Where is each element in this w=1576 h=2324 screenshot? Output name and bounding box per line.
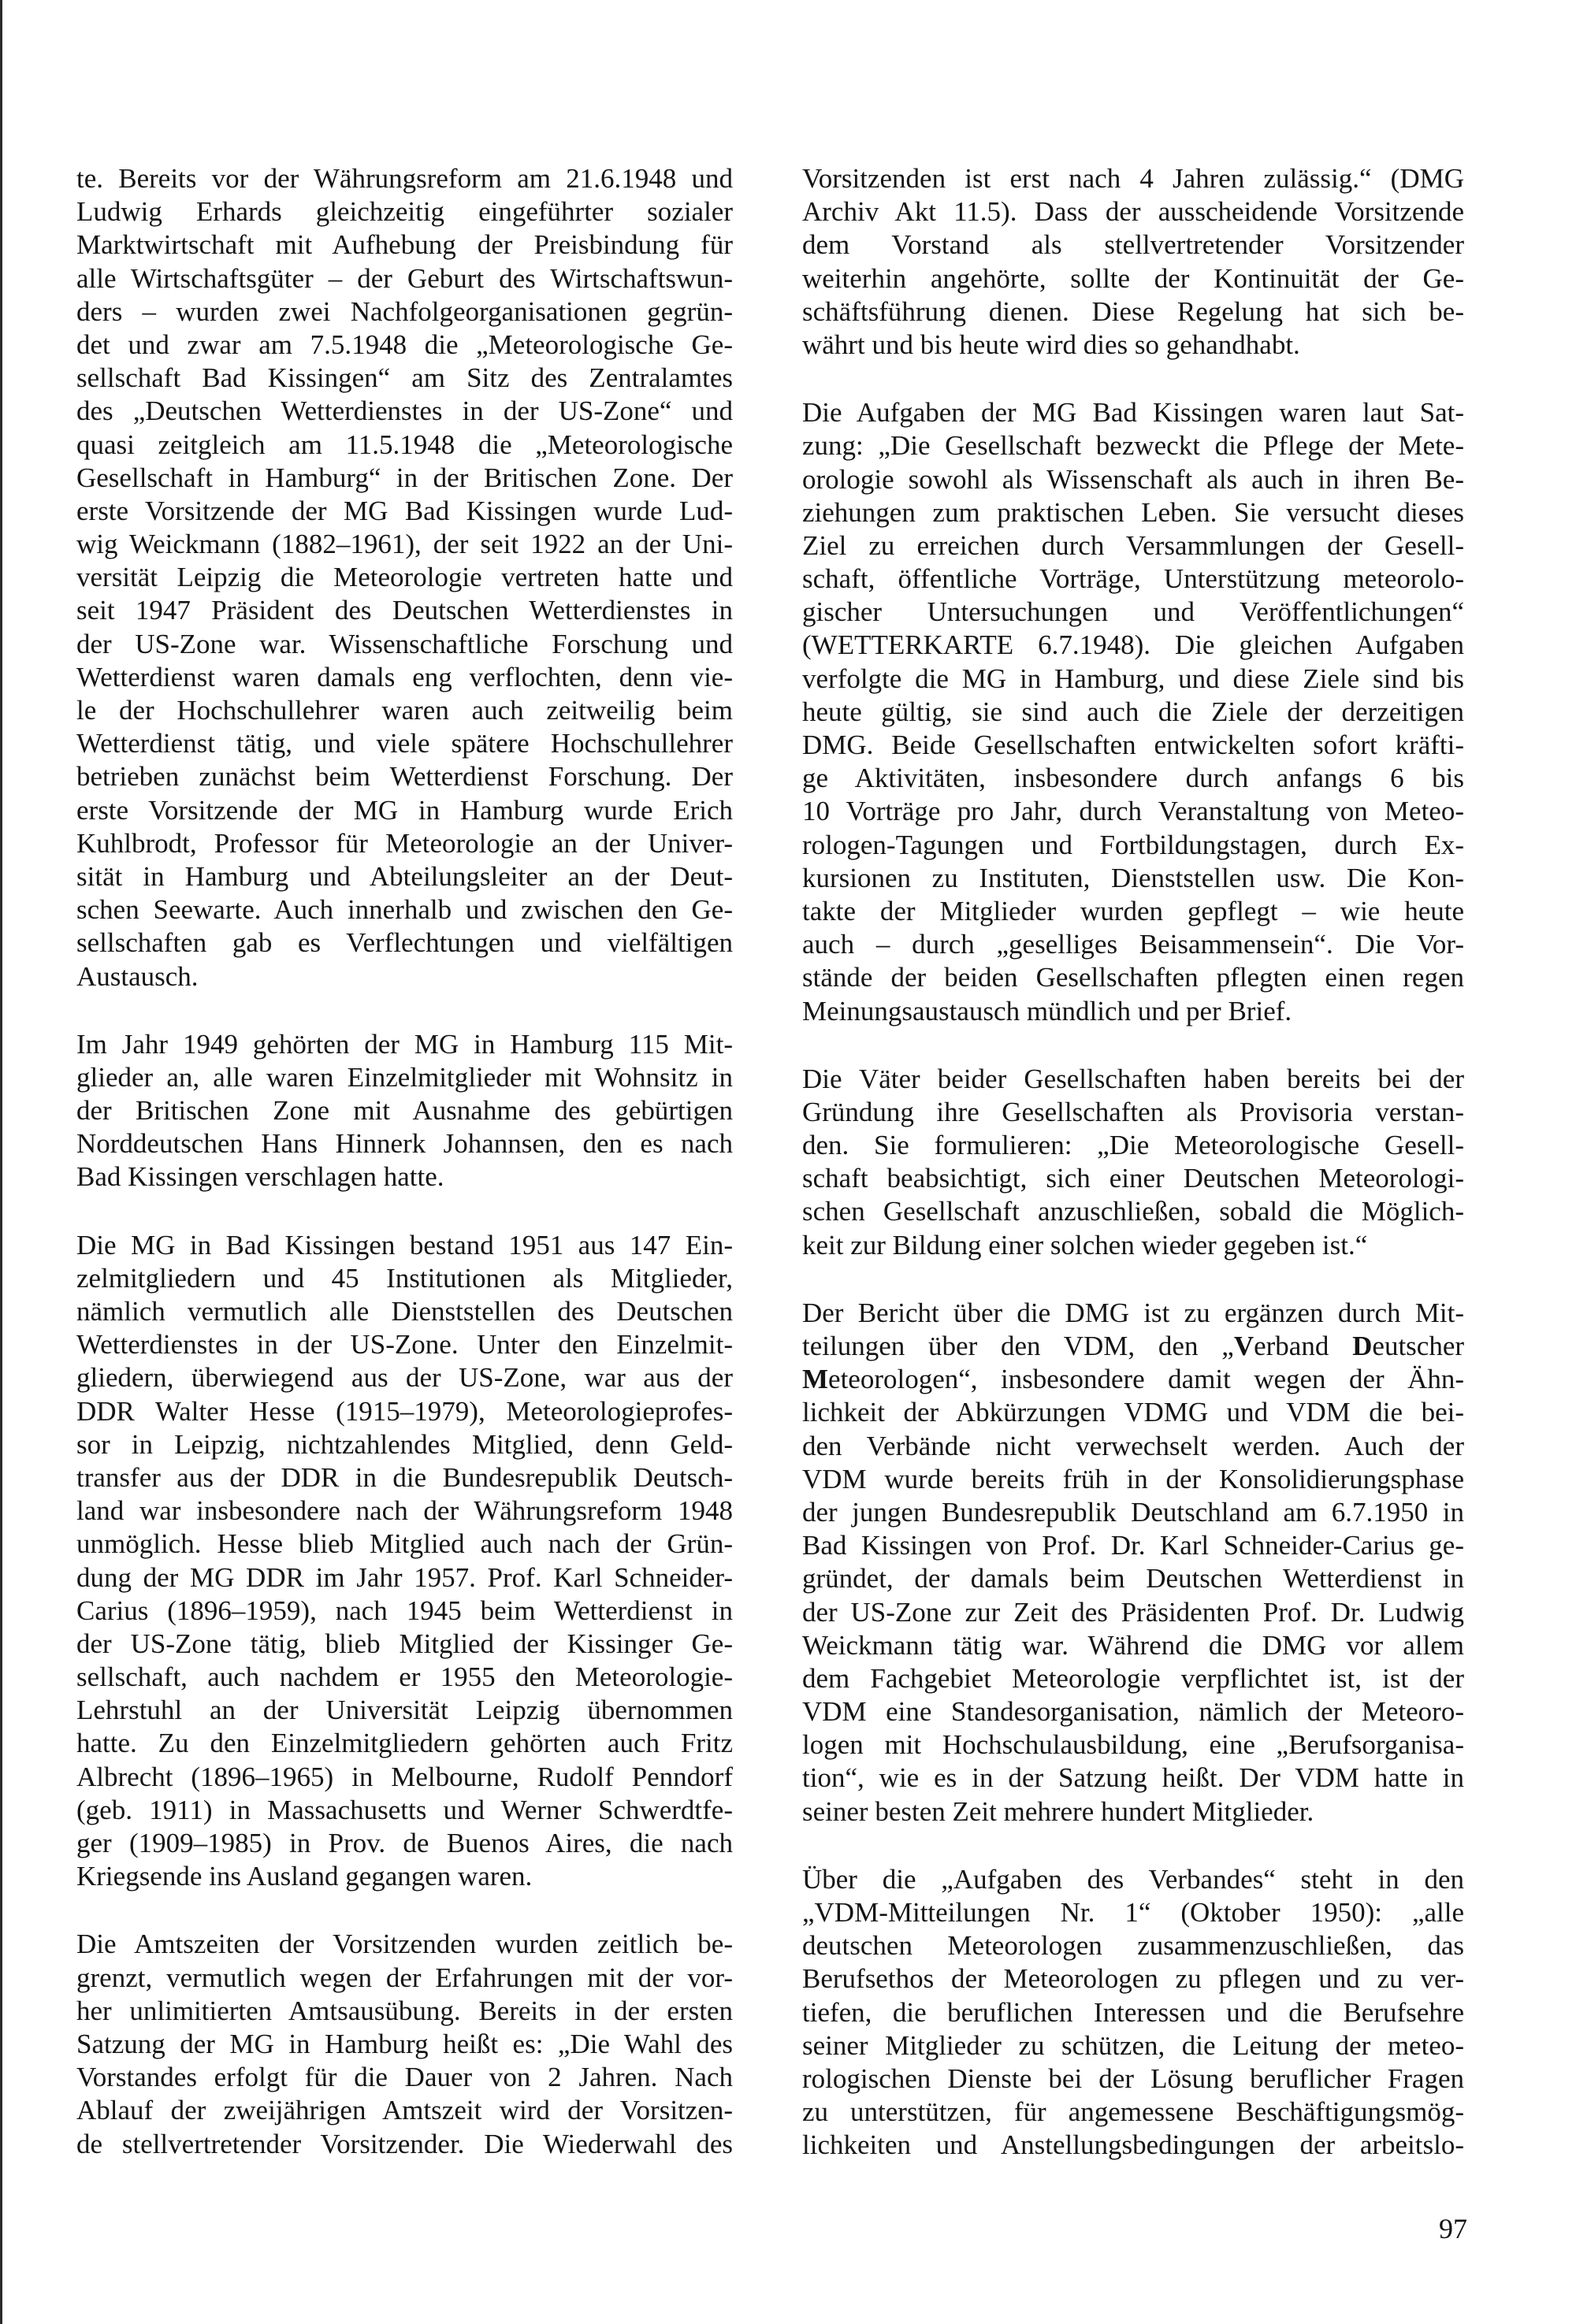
paragraph-term-limits — [76, 1928, 733, 2160]
text-line: schäftsführung dienen. Diese Regelung hat sich be- — [802, 295, 1464, 327]
text-line: der US-Zone zur Zeit des Präsidenten Prof. Dr. Ludwig — [802, 1596, 1464, 1628]
text-line: sellschaften gab es Verflechtungen und vielfältigen — [76, 927, 733, 959]
text-line: Vorstandes erfolgt für die Dauer von 2 Jahren. Nach — [76, 2062, 733, 2093]
text-line: quasi zeitgleich am 11.5.1948 die „Meteorologische — [76, 429, 733, 460]
text-line: gliedern, überwiegend aus der US-Zone, war aus der — [76, 1362, 733, 1394]
text-line: weiterhin angehörte, sollte der Kontinuität der Ge- — [802, 262, 1464, 294]
text-line: dung der MG DDR im Jahr 1957. Prof. Karl Schneider- — [76, 1561, 733, 1593]
text-line: rologischen Dienste bei der Lösung beruflicher Fragen — [802, 2062, 1464, 2094]
text-line: de stellvertretender Vorsitzender. Die Wiederwahl des — [76, 2128, 733, 2159]
text-line: Archiv Akt 11.5). Dass der ausscheidende Vorsitzende — [802, 196, 1464, 228]
text-line: deutschen Meteorologen zusammenzuschließen, das — [802, 1930, 1464, 1962]
text-line: den. Sie formulieren: „Die Meteorologische Gesell- — [802, 1130, 1464, 1161]
text-line: Austausch. — [76, 960, 199, 992]
text-line: sor in Leipzig, nichtzahlendes Mitglied, denn Geld- — [76, 1428, 733, 1460]
text-line: Im Jahr 1949 gehörten der MG in Hamburg 115 Mit- — [76, 1028, 733, 1060]
text-line: glieder an, alle waren Einzelmitglieder mit Wohnsitz in — [76, 1061, 733, 1093]
text-line: det und zwar am 7.5.1948 die „Meteorologische Ge- — [76, 329, 733, 360]
text-line: der US-Zone war. Wissenschaftliche Forschung und — [76, 628, 733, 659]
text-line: zelmitgliedern und 45 Institutionen als Mitglieder, — [76, 1262, 733, 1294]
text-line: Ludwig Erhards gleichzeitig eingeführter sozialer — [76, 196, 733, 228]
text-line: Die MG in Bad Kissingen bestand 1951 aus 147 Ein- — [76, 1229, 733, 1260]
text-line: unmöglich. Hesse blieb Mitglied auch nach der Grün- — [76, 1528, 733, 1560]
right-column — [802, 162, 1464, 2197]
text-line: erste Vorsitzende der MG Bad Kissingen wurde Lud- — [76, 495, 733, 526]
text-line: ger (1909–1985) in Prov. de Buenos Aires, die nach — [76, 1828, 733, 1858]
text-line: Carius (1896–1959), nach 1945 beim Wetterdienst in — [76, 1595, 733, 1626]
text-line: DDR Walter Hesse (1915–1979), Meteorologieprofes- — [76, 1395, 733, 1427]
text-line: takte der Mitglieder wurden gepflegt – wie heute — [802, 895, 1464, 926]
text-line: Weickmann tätig war. Während die DMG vor allem — [802, 1629, 1464, 1661]
text-line: Kriegsende ins Ausland gegangen waren. — [76, 1861, 533, 1892]
text-line: schaft beabsichtigt, sich einer Deutschen Meteorologi- — [802, 1163, 1464, 1194]
text-line: VDM eine Standesorganisation, nämlich der Meteoro- — [802, 1696, 1464, 1728]
text-line: Die Amtszeiten der Vorsitzenden wurden zeitlich be- — [76, 1929, 733, 1960]
text-line: keit zur Bildung einer solchen wieder gegeben ist.“ — [802, 1229, 1368, 1260]
text-line: te. Bereits vor der Währungsreform am 21.6.1948 und — [76, 163, 733, 194]
text-line: verfolgte die MG in Hamburg, und diese Ziele sind bis — [802, 663, 1464, 694]
text-line: der Britischen Zone mit Ausnahme des gebürtigen — [76, 1095, 733, 1127]
text-line: schen Gesellschaft anzuschließen, sobald die Möglich- — [802, 1196, 1464, 1227]
text-line: tiefen, die beruflichen Interessen und die Berufsehre — [802, 1996, 1464, 2028]
text-line: dem Fachgebiet Meteorologie verpflichtet ist, ist der — [802, 1662, 1464, 1694]
scan-edge-border — [0, 0, 2, 2324]
text-line: Bad Kissingen von Prof. Dr. Karl Schneider-Carius ge- — [802, 1530, 1464, 1561]
text-line: dem Vorstand als stellvertretender Vorsitzender — [802, 229, 1464, 261]
text-line: versität Leipzig die Meteorologie vertreten hatte und — [76, 562, 733, 593]
text-line: der jungen Bundesrepublik Deutschland am 6.7.1950 in — [802, 1496, 1464, 1528]
text-line: ders – wurden zwei Nachfolgeorganisationen gegrün- — [76, 295, 733, 327]
text-line: betrieben zunächst beim Wetterdienst Forschung. Der — [76, 761, 733, 793]
paragraph-hamburg-members-1949 — [76, 1028, 733, 1194]
text-line: ge Aktivitäten, insbesondere durch anfangs 6 bis — [802, 763, 1464, 794]
text-line: land war insbesondere nach der Währungsreform 1948 — [76, 1495, 733, 1527]
text-line: stände der beiden Gesellschaften pflegten einen regen — [802, 962, 1464, 993]
text-line: zu unterstützen, für angemessene Beschäftigungsmög- — [802, 2096, 1464, 2128]
text-line: DMG. Beide Gesellschaften entwickelten sofort kräfti- — [802, 729, 1464, 760]
text-line: teilungen über den VDM, den „Verband Deutscher — [802, 1331, 1465, 1361]
text-line: tion“, wie es in der Satzung heißt. Der VDM hatte in — [802, 1762, 1464, 1794]
text-line: grenzt, vermutlich wegen der Erfahrungen mit der vor- — [76, 1962, 733, 1993]
text-line: Gesellschaft in Hamburg“ in der Britischen Zone. Der — [76, 462, 733, 493]
paragraph-vdm-report — [802, 1297, 1464, 1828]
text-line: den Verbände nicht verwechselt werden. Auch der — [802, 1430, 1464, 1461]
text-line: Wetterdienstes in der US-Zone. Unter den Einzelmit- — [76, 1329, 733, 1361]
text-line: Über die „Aufgaben des Verbandes“ steht in den — [802, 1863, 1464, 1895]
text-line: Bad Kissingen verschlagen hatte. — [76, 1161, 444, 1193]
text-line: Berufsethos der Meteorologen zu pflegen und zu ver- — [802, 1963, 1464, 1995]
text-line: nämlich vermutlich alle Dienststellen des Deutschen — [76, 1296, 733, 1327]
text-line: (WETTERKARTE 6.7.1948). Die gleichen Aufgaben — [802, 629, 1464, 661]
text-line: Meinungsaustausch mündlich und per Brief. — [802, 995, 1292, 1026]
text-line: seiner besten Zeit mehrere hundert Mitglieder. — [802, 1795, 1314, 1827]
text-line: Marktwirtschaft mit Aufhebung der Preisbindung für — [76, 229, 733, 261]
paragraph-vdm-tasks — [802, 1863, 1464, 2163]
paragraph-bad-kissingen-members-1951 — [76, 1229, 733, 1894]
text-line: erste Vorsitzende der MG in Hamburg wurde Erich — [76, 794, 733, 826]
text-line: Wetterdienst waren damals eng verflochten, denn vie- — [76, 661, 733, 692]
text-line: logen mit Hochschulausbildung, eine „Berufsorganisa- — [802, 1729, 1464, 1761]
text-line: Ablauf der zweijährigen Amtszeit wird der Vorsitzen- — [76, 2095, 733, 2126]
text-line: auch – durch „geselliges Beisammensein“. Die Vor- — [802, 929, 1464, 960]
text-line: „VDM-Mitteilungen Nr. 1“ (Oktober 1950): „alle — [802, 1897, 1464, 1928]
paragraph-statute-goals — [802, 396, 1464, 1028]
text-line: lichkeiten und Anstellungsbedingungen der arbeitslo- — [802, 2129, 1464, 2161]
text-line: Satzung der MG in Hamburg heißt es: „Die Wahl des — [76, 2028, 733, 2059]
text-line: le der Hochschullehrer waren auch zeitweilig beim — [76, 695, 733, 726]
text-line: 10 Vorträge pro Jahr, durch Veranstaltung von Meteo- — [802, 796, 1464, 827]
text-line: schen Seewarte. Auch innerhalb und zwischen den Ge- — [76, 894, 733, 926]
text-line: Die Väter beider Gesellschaften haben bereits bei der — [802, 1063, 1464, 1094]
text-line: sellschaft Bad Kissingen“ am Sitz des Zentralamtes — [76, 362, 733, 394]
text-line: Die Aufgaben der MG Bad Kissingen waren laut Sat- — [802, 397, 1464, 429]
text-line: Norddeutschen Hans Hinnerk Johannsen, den es nach — [76, 1128, 733, 1160]
paragraph-founders-provisoria — [802, 1063, 1464, 1262]
text-line: alle Wirtschaftsgüter – der Geburt des Wirtschaftswun- — [76, 262, 733, 294]
text-line: transfer aus der DDR in die Bundesrepublik Deutsch- — [76, 1461, 733, 1493]
text-line: rologen-Tagungen und Fortbildungstagen, durch Ex- — [802, 829, 1464, 860]
text-line: Wetterdienst tätig, und viele spätere Hochschullehrer — [76, 728, 733, 759]
text-line: gischer Untersuchungen und Veröffentlichungen“ — [802, 596, 1464, 628]
text-line: lichkeit der Abkürzungen VDMG und VDM die bei- — [802, 1397, 1464, 1428]
text-line: Lehrstuhl an der Universität Leipzig übernommen — [76, 1695, 733, 1726]
text-line: schaft, öffentliche Vorträge, Unterstützung meteorolo- — [802, 563, 1464, 595]
text-line: Vorsitzenden ist erst nach 4 Jahren zulässig.“ (DMG — [802, 163, 1464, 194]
text-line: ziehungen zum praktischen Leben. Sie versucht dieses — [802, 496, 1464, 528]
text-line: kursionen zu Instituten, Dienststellen usw. Die Kon- — [802, 862, 1464, 893]
text-line: gründet, der damals beim Deutschen Wetterdienst in — [802, 1563, 1464, 1595]
text-line: hatte. Zu den Einzelmitgliedern gehörten auch Fritz — [76, 1728, 733, 1759]
text-line: (geb. 1911) in Massachusetts und Werner Schwerdtfe- — [76, 1794, 733, 1825]
text-line: währt und bis heute wird dies so gehandhabt. — [802, 329, 1300, 360]
text-line: Der Bericht über die DMG ist zu ergänzen durch Mit- — [802, 1297, 1464, 1328]
text-line: Meteorologen“, insbesondere damit wegen der Ähn- — [802, 1364, 1464, 1395]
text-line: Kuhlbrodt, Professor für Meteorologie an der Univer- — [76, 827, 733, 859]
text-line: Gründung ihre Gesellschaften als Provisoria verstan- — [802, 1096, 1464, 1127]
text-line: zung: „Die Gesellschaft bezweckt die Pflege der Mete- — [802, 430, 1464, 462]
text-line: her unlimitierten Amtsausübung. Bereits in der ersten — [76, 1995, 733, 2026]
text-line: seit 1947 Präsident des Deutschen Wetterdienstes in — [76, 595, 733, 626]
text-line: der US-Zone tätig, blieb Mitglied der Kissinger Ge- — [76, 1628, 733, 1659]
paragraph-reelection — [802, 162, 1464, 362]
text-line: Ziel zu erreichen durch Versammlungen der Gesell- — [802, 529, 1464, 561]
paragraph-currency-reform — [76, 162, 733, 993]
text-line: heute gültig, sie sind auch die Ziele der derzeitigen — [802, 696, 1464, 727]
text-line: sellschaft, auch nachdem er 1955 den Meteorologie- — [76, 1661, 733, 1693]
text-line: seiner Mitglieder zu schützen, die Leitung der meteo- — [802, 2029, 1464, 2061]
text-line: des „Deutschen Wetterdienstes in der US-Zone“ und — [76, 395, 733, 427]
left-column — [76, 162, 733, 2196]
page-number: 97 — [1439, 2213, 1467, 2244]
text-line: orologie sowohl als Wissenschaft als auch in ihren Be- — [802, 463, 1464, 495]
text-line: VDM wurde bereits früh in der Konsolidierungsphase — [802, 1463, 1464, 1494]
text-line: Albrecht (1896–1965) in Melbourne, Rudolf Penndorf — [76, 1761, 733, 1792]
text-line: sität in Hamburg und Abteilungsleiter an der Deut- — [76, 860, 733, 892]
text-line: wig Weickmann (1882–1961), der seit 1922 an der Uni- — [76, 529, 733, 560]
